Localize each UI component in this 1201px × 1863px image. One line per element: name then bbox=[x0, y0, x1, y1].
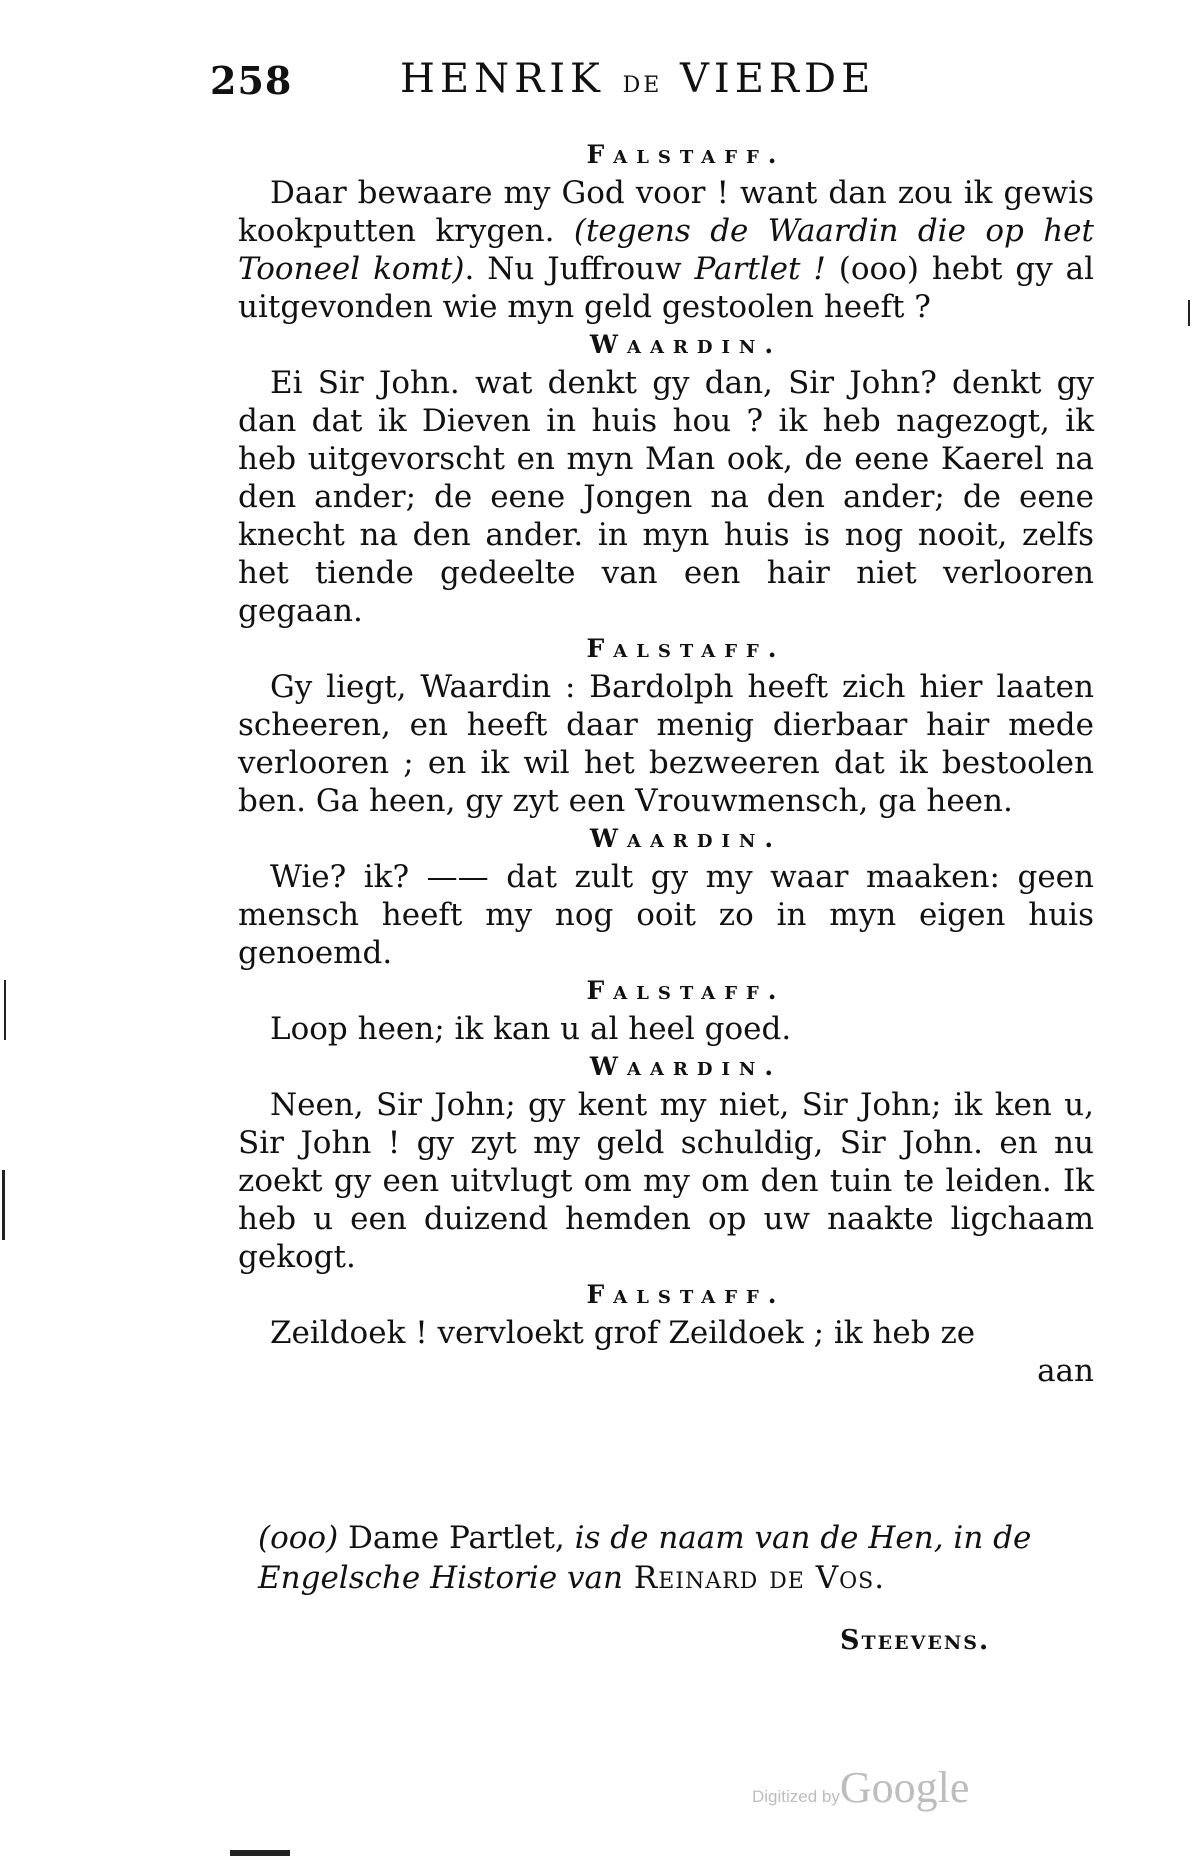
title-part-1: HENRIK bbox=[400, 56, 623, 102]
footnote-part-1: Dame Partlet, bbox=[338, 1520, 575, 1556]
speech-paragraph bbox=[238, 174, 1094, 326]
speech-segment: Partlet ! bbox=[694, 251, 826, 287]
speech-segment: Daar bewaare my God voor ! want dan zou ik gewis kookputten krygen. bbox=[238, 175, 1094, 249]
speech-paragraph bbox=[238, 858, 1094, 972]
speech-paragraph bbox=[238, 1314, 1094, 1352]
catchword: aan bbox=[1037, 1353, 1094, 1389]
page-header bbox=[210, 52, 910, 112]
digitized-watermark bbox=[752, 1762, 969, 1813]
speech-paragraph bbox=[238, 364, 1094, 630]
speech-segment: Wie? ik? —— dat zult gy my waar maaken: geen mensch heeft my nog ooit zo in myn eigen huis genoemd. bbox=[238, 859, 1094, 971]
footnote-marker: (ooo) bbox=[258, 1520, 339, 1556]
watermark-small-text: Digitized by bbox=[752, 1787, 840, 1806]
bottom-ink-mark bbox=[230, 1850, 290, 1856]
speech-segment: Neen, Sir John; gy kent my niet, Sir John; ik ken u, Sir John ! gy zyt my geld schuldig, Sir John. en nu zoekt gy een uitvlugt om my om den tuin te leiden. Ik heb u een duizend hemden op uw naakte ligchaam gekogt. bbox=[238, 1087, 1094, 1275]
title-part-3: VIERDE bbox=[662, 56, 876, 102]
title-part-2: DE bbox=[622, 73, 663, 98]
page-number: 258 bbox=[210, 58, 293, 103]
footnote bbox=[258, 1518, 1098, 1598]
right-margin-mark bbox=[1188, 300, 1190, 326]
running-title bbox=[400, 56, 875, 102]
speaker-name: Waardin. bbox=[589, 824, 783, 853]
speaker-name: Falstaff. bbox=[586, 140, 786, 169]
speech-segment: Zeildoek ! vervloekt grof Zeildoek ; ik heb ze bbox=[270, 1315, 976, 1351]
left-margin-mark bbox=[4, 980, 6, 1040]
speech-segment: Gy liegt, Waardin : Bardolph heeft zich hier laaten scheeren, en heeft daar menig dierbaar hair mede verlooren ; en ik wil het bezweeren dat ik bestoolen ben. Ga heen, gy zyt een Vrouwmensch, ga heen. bbox=[238, 669, 1094, 819]
footnote-part-2: is de naam van de Hen, in de Engelsche Historie van bbox=[258, 1520, 1032, 1596]
speech-segment: Loop heen; ik kan u al heel goed. bbox=[270, 1011, 792, 1047]
speech-paragraph bbox=[238, 1086, 1094, 1276]
speech-segment: (tegens de Waardin die op het Tooneel komt) bbox=[238, 213, 1094, 287]
speech-paragraph bbox=[238, 1010, 1094, 1048]
dialogue-block bbox=[238, 136, 1094, 1390]
speaker-name: Waardin. bbox=[589, 1052, 783, 1081]
speaker-name: Falstaff. bbox=[586, 976, 786, 1005]
speaker-name: Falstaff. bbox=[586, 634, 786, 663]
left-margin-mark bbox=[2, 1170, 5, 1240]
footnote-part-3: Reinard de Vos. bbox=[623, 1560, 886, 1596]
speaker-name: Waardin. bbox=[589, 330, 783, 359]
speech-paragraph bbox=[238, 668, 1094, 820]
signature: Steevens. bbox=[840, 1625, 991, 1656]
watermark-logo-text: Google bbox=[839, 1763, 970, 1812]
speech-segment: (ooo) hebt gy al uitgevonden wie myn geld gestoolen heeft ? bbox=[238, 251, 1095, 325]
speech-segment: . Nu Juffrouw bbox=[464, 251, 695, 287]
speaker-name: Falstaff. bbox=[586, 1280, 786, 1309]
speech-segment: Ei Sir John. wat denkt gy dan, Sir John? denkt gy dan dat ik Dieven in huis hou ? ik heb nagezogt, ik heb uitgevorscht en myn Man ook, de eene Kaerel na den ander; de eene Jongen na den ander; de eene knecht na den ander. in myn huis is nog nooit, zelfs het tiende gedeelte van een hair niet verlooren gegaan. bbox=[238, 365, 1094, 629]
